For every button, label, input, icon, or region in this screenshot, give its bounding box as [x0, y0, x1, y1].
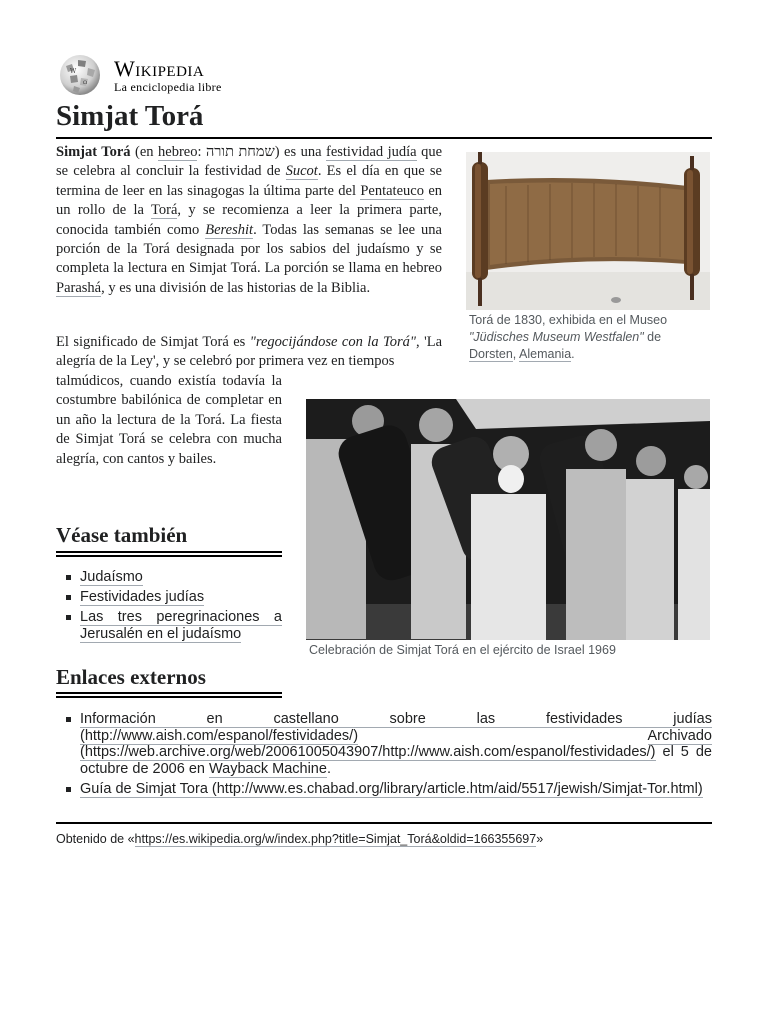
wikipedia-wordmark: Wikipedia	[114, 56, 205, 81]
intro-paragraph: Simjat Torá (en hebreo: שמחת תורה) es una festividad judía que se celebra al concluir la festividad de Sucot. Es el día en que se termina de leer en las sinagogas la última parte del Pentateuco en un rollo de la Torá, y se recomienza a leer la primera parte, conocida también como Bereshit. Todas las semanas se lee una porción de la Torá designada por los sabios del judaísmo y se completa la lectura en Simjat Torá. La porción se llama en hebreo Parashá, y es una división de las historias de la Biblia.	[56, 144, 443, 296]
meaning-paragraph-rest: talmúdicos, cuando existía todavía la costumbre babilónica de completar en un año la lectura de la Torá. La fiesta de Simjat Torá se celebra con mucha alegría, con cantos y bailes.	[56, 373, 282, 467]
wikipedia-logo[interactable]	[56, 54, 256, 96]
external-links-list	[56, 711, 712, 801]
museum-name: "Jüdisches Museum Westfalen"	[469, 330, 644, 344]
see-also-heading: Véase también	[56, 523, 188, 547]
external-links-divider	[56, 692, 282, 698]
link-hebreo[interactable]: hebreo	[158, 144, 198, 160]
link-guia-simjat-tora[interactable]: Guía de Simjat Tora (http://www.es.chabad.org/library/article.htm/aid/5517/jewish/Simjat-Tor.html)	[80, 780, 703, 797]
link-parasha[interactable]: Parashá	[56, 279, 102, 296]
meaning-quote: "regocijándose con la Torá"	[249, 334, 417, 350]
link-tora[interactable]: Torá	[151, 202, 178, 219]
link-wayback-machine[interactable]: Wayback Machine	[209, 760, 327, 777]
torah-scroll-caption: Torá de 1830, exhibida en el Museo "Jüdisches Museum Westfalen" de Dorsten, Alemania.	[469, 313, 668, 361]
link-tres-peregrinaciones[interactable]: Las tres peregrinaciones a Jerusalén en el judaísmo	[80, 609, 282, 642]
wikipedia-globe-icon	[56, 54, 104, 96]
torah-scroll-image[interactable]	[466, 152, 710, 310]
link-sucot[interactable]: Sucot	[285, 163, 318, 180]
link-source-url[interactable]: https://es.wikipedia.org/w/index.php?title=Simjat_Torá&oldid=166355697	[134, 832, 537, 846]
torah-scroll-illustration	[466, 152, 710, 310]
list-item	[56, 589, 282, 606]
see-also-divider	[56, 551, 282, 557]
link-aish-festividades[interactable]: Información en castellano sobre las festividades judías (http://www.aish.com/espanol/festividades/)	[80, 711, 712, 744]
external-links-heading: Enlaces externos	[56, 665, 206, 689]
intro-term: Simjat Torá	[56, 144, 131, 160]
svg-text:W: W	[70, 68, 77, 75]
see-also-list	[56, 569, 282, 646]
link-judaismo[interactable]: Judaísmo	[80, 569, 143, 585]
link-festividades-judias[interactable]: Festividades judías	[80, 589, 205, 605]
meaning-paragraph-top: El significado de Simjat Torá es "regocijándose con la Torá", 'La alegría de la Ley', y se celebró por primera vez en tiempos	[56, 334, 442, 370]
list-item	[56, 609, 282, 642]
celebration-photo[interactable]	[306, 399, 710, 640]
list-item: Información en castellano sobre las festividades judías (http://www.aish.com/espanol/festividades/) Archivado (https://web.archive.org/web/20061005043907/http://www.aish.com/espanol/festividades/) el 5 de octubre de 2006 en Wayback Machine.	[56, 711, 712, 777]
link-pentateuco[interactable]: Pentateuco	[360, 182, 424, 199]
link-bereshit[interactable]: Bereshit	[205, 221, 254, 238]
list-item	[56, 569, 282, 586]
title-divider	[56, 137, 712, 139]
list-item	[56, 781, 712, 798]
footer-divider	[56, 822, 712, 824]
wikipedia-tagline: La enciclopedia libre	[114, 80, 222, 94]
link-archivado[interactable]: Archivado (https://web.archive.org/web/20061005043907/http://www.aish.com/espanol/festividades/)	[80, 727, 712, 760]
link-dorsten[interactable]: Dorsten	[469, 347, 513, 361]
link-alemania[interactable]: Alemania	[519, 347, 572, 361]
celebration-photo-illustration	[306, 399, 710, 640]
footer-source: Obtenido de «https://es.wikipedia.org/w/index.php?title=Simjat_Torá&oldid=166355697»	[56, 832, 544, 846]
link-festividad-judia[interactable]: festividad judía	[325, 144, 417, 160]
page-title: Simjat Torá	[56, 100, 204, 132]
svg-text:Ω: Ω	[83, 80, 88, 86]
celebration-photo-caption: Celebración de Simjat Torá en el ejército de Israel 1969	[309, 643, 616, 657]
